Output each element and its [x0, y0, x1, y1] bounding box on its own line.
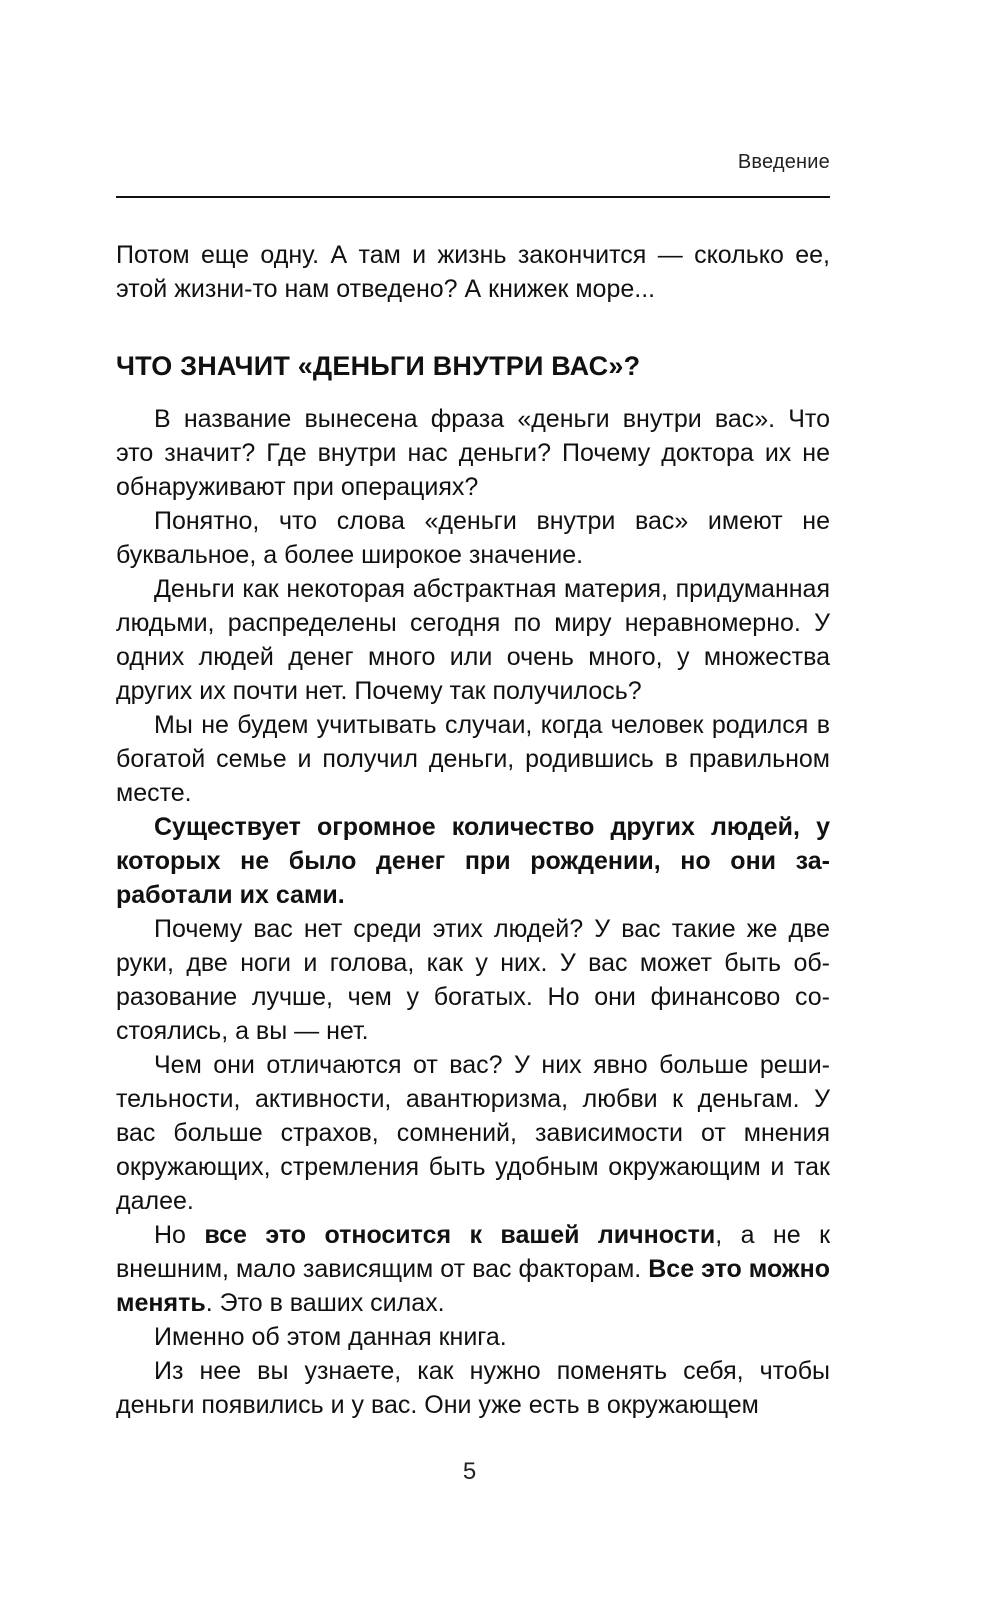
page-body [116, 238, 830, 1422]
paragraph-8-part-2: , а не к внешним, мало зависящим от вас факторам. [116, 1221, 831, 1283]
paragraph-8 [116, 1218, 830, 1320]
running-head: Введение [737, 151, 830, 173]
paragraph-4: Мы не будем учитывать случаи, когда человек родился в богатой семье и получил деньги, родившись в правильном месте. [116, 711, 830, 807]
paragraph-8-part-1: Но [154, 1221, 205, 1249]
paragraph-9: Именно об этом данная книга. [154, 1323, 507, 1351]
paragraph-5-bold [116, 810, 830, 912]
paragraph-1: В название вынесена фраза «деньги внутри вас». Что это значит? Где внутри нас деньги? Почему доктора их не обнаруживают при операциях? [116, 405, 830, 501]
paragraph-3: Деньги как некоторая абстрактная материя, придуманная людьми, распределены сегодня по миру неравномерно. У одних людей денег много или очень много, у множества других их почти нет. Почему так получилось? [116, 575, 830, 705]
paragraph-8-bold-1: все это относится к вашей личности [204, 1221, 716, 1249]
emphasis-text: Существует огромное количество других людей, у которых не было денег при рождении, но они заработали их сами. [116, 813, 830, 909]
paragraph-10: Из нее вы узнаете, как нужно поменять себя, чтобы деньги появились и у вас. Они уже есть в окружающем [116, 1357, 830, 1419]
paragraph-8-part-3: . Это в ваших силах. [205, 1289, 445, 1317]
intro-paragraph: Потом еще одну. А там и жизнь закончится — сколько ее, этой жизни-то нам отведено? А книжек море... [116, 241, 830, 303]
header-rule [116, 196, 830, 198]
paragraph-8-bold-2: Все это можно менять [116, 1255, 830, 1317]
paragraph-6: Почему вас нет среди этих людей? У вас такие же две руки, две ноги и голова, как у них. У вас может быть образование лучше, чем у богатых. Но они финансово состоялись, а вы — нет. [116, 915, 830, 1045]
paragraph-7: Чем они отличаются от вас? У них явно больше решительности, активности, авантюризма, любви к деньгам. У вас больше страхов, сомнений, зависимости от мнения окружающих, стремления быть удобным окружающим и так далее. [116, 1051, 830, 1215]
page-number: 5 [462, 1458, 477, 1485]
paragraph-2: Понятно, что слова «деньги внутри вас» имеют не буквальное, а более широкое значение. [116, 507, 830, 569]
section-heading: ЧТО ЗНАЧИТ «ДЕНЬГИ ВНУТРИ ВАС»? [116, 351, 641, 381]
